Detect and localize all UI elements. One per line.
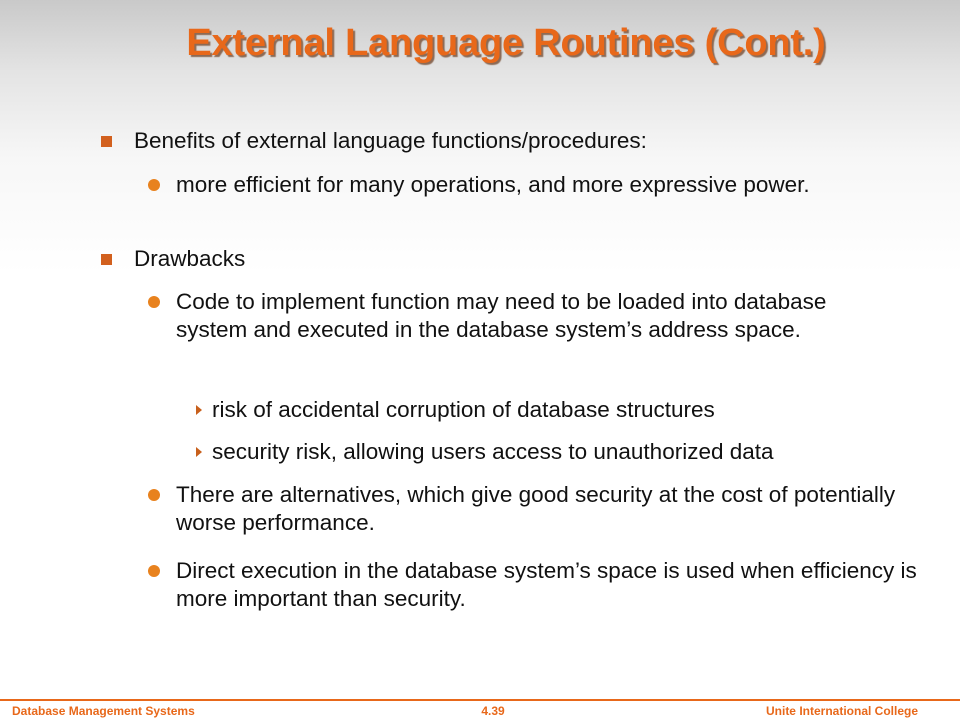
slide-footer bbox=[0, 699, 960, 722]
slide-title: External Language Routines (Cont.) bbox=[186, 22, 826, 64]
bullet-code-loading: Code to implement function may need to be loaded into database system and executed in the database system’s address space. bbox=[176, 289, 827, 342]
bullet-efficiency: more efficient for many operations, and more expressive power. bbox=[176, 172, 810, 197]
circle-bullet-icon bbox=[148, 296, 160, 308]
bullet-corruption-risk: risk of accidental corruption of database structures bbox=[212, 397, 715, 422]
triangle-bullet-icon bbox=[196, 405, 202, 415]
footer-page-number: 4.39 bbox=[481, 704, 505, 718]
footer-institution: Unite International College bbox=[765, 704, 918, 718]
square-bullet-icon bbox=[101, 136, 112, 147]
edge-mark bbox=[942, 571, 960, 573]
triangle-bullet-icon bbox=[196, 447, 202, 457]
bullet-benefits: Benefits of external language functions/procedures: bbox=[134, 128, 647, 153]
square-bullet-icon bbox=[101, 254, 112, 265]
circle-bullet-icon bbox=[148, 565, 160, 577]
bullet-security-risk: security risk, allowing users access to unauthorized data bbox=[212, 439, 774, 464]
circle-bullet-icon bbox=[148, 489, 160, 501]
footer-course-name: Database Management Systems bbox=[12, 704, 195, 718]
bullet-direct-execution: Direct execution in the database system’s space is used when efficiency is more important than security. bbox=[176, 558, 917, 611]
bullet-alternatives: There are alternatives, which give good security at the cost of potentially worse performance. bbox=[176, 482, 896, 535]
circle-bullet-icon bbox=[148, 179, 160, 191]
bullet-drawbacks: Drawbacks bbox=[134, 246, 246, 271]
